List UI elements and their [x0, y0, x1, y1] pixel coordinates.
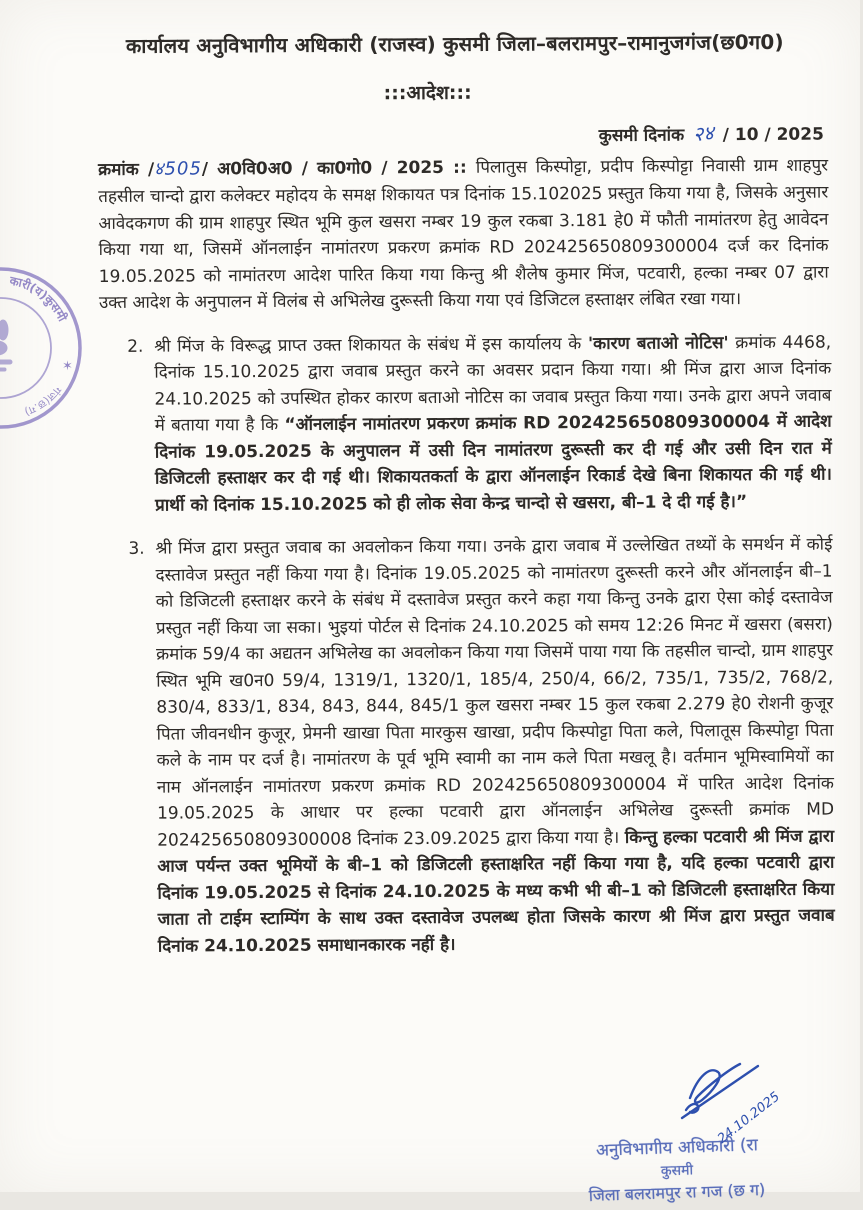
text-run: क्रमांक 4468, दिनांक 15.10.2025 द्वारा जवाब प्रस्तुत करने का अवसर प्रदान किया गया। श्री मिंज द्वारा आज दिनांक 24.10.2025 को उपस्थित होकर कारण बताओ नोटिस का जवाब प्रस्तुत किया गया। उनके द्वारा अपने जवाब में बताया गया है कि: [154, 332, 832, 436]
paragraph-3: [128, 532, 835, 961]
seal-ring-text-bottom: गंज(छ.ग): [22, 383, 65, 419]
paragraph-2: [127, 329, 832, 519]
paragraph-2-number: 2.: [127, 336, 144, 357]
officer-stamp-designation: अनुविभागीय अधिकारी (रा: [595, 1135, 759, 1161]
bold-text-run: 'कारण बताओ नोटिस': [587, 332, 729, 354]
dateline: [0, 119, 824, 151]
paragraph-2-text: [154, 329, 832, 519]
paragraph-1: [98, 152, 829, 317]
bold-text-run: क्रमांक /: [98, 159, 155, 181]
bold-text-run: “ऑनलाईन नामांतरण प्रकरण क्रमांक RD 202425650809300004 में आदेश दिनांक 19.05.2025 के अनुपालन में उसी दिन नामांतरण दुरूस्ती कर दी गई और उसी दिन रात में डिजिटली हस्ताक्षर कर दी गई थी। शिकायतकर्ता के द्वारा ऑनलाईन रिकार्ड देखे बिना शिकायत की गई थी। प्रार्थी को दिनांक 15.10.2025 को ही लोक सेवा केन्द्र चान्दो से खसरा, बी–1 दे दी गई है।”: [154, 411, 833, 516]
signature-handwritten-date: 24.10.2025: [714, 1089, 783, 1147]
officer-stamp-district: जिला बलरामपुर रा गज (छ ग): [588, 1179, 766, 1206]
dateline-printed-rest: / 10 / 2025: [722, 124, 824, 146]
text-run: पिलातुस किस्पोट्टा, प्रदीप किस्पोट्टा निवासी ग्राम शाहपुर तहसील चान्दो द्वारा कलेक्टर महोदय के समक्ष शिकायत पत्र दिनांक 15.102025 प्रस्तुत किया गया है, जिसके अनुसार आवेदकगण की ग्राम शाहपुर स्थित भूमि कुल खसरा नम्बर 19 कुल रकबा 3.181 हे0 में फौती नामांतरण हेतु आवेदन किया गया था, जिसमें ऑनलाईन नामांतरण प्रकरण क्रमांक RD 202425650809300004 दर्ज कर दिनांक 19.05.2025 को नामांतरण आदेश पारित किया गया किन्तु श्री शैलेष कुमार मिंज, पटवारी, हल्का नम्बर 07 द्वारा उक्त आदेश के अनुपालन में विलंब से अभिलेख दुरूस्ती किया गया एवं डिजिटल हस्ताक्षर लंबित रखा गया।: [98, 155, 829, 314]
text-run: श्री मिंज द्वारा प्रस्तुत जवाब का अवलोकन किया गया। उनके द्वारा जवाब में उल्लेखित तथ्यों के समर्थन में कोई दस्तावेज प्रस्तुत नहीं किया गया है। दिनांक 19.05.2025 को नामांतरण दुरूस्ती करने और ऑनलाईन बी–1 को डिजिटली हस्ताक्षर करने के संबंध में दस्तावेज प्रस्तुत करने कहा गया किन्तु उनके द्वारा ऐसा कोई दस्तावेज प्रस्तुत नहीं किया जा सका। भुइयां पोर्टल से दिनांक 24.10.2025 को समय 12:26 मिनट में खसरा (बसरा) क्रमांक 59/4 का अद्यतन अभिलेख का अवलोकन किया गया जिसमें पाया गया कि तहसील चान्दो, ग्राम शाहपुर स्थित भूमि ख0न0 59/4, 1319/1, 1320/1, 185/4, 250/4, 66/2, 735/1, 735/2, 768/2, 830/4, 833/1, 834, 843, 844, 845/1 कुल खसरा नम्बर 15 कुल रकबा 2.279 हे0 रोशनी कुजूर पिता जीवनधीन कुजूर, प्रेमनी खाखा पिता मारकुस खाखा, प्रदीप किस्पोट्टा पिता कले, पिलातूस किस्पोट्टा पिता कले के नाम पर दर्ज है। नामांतरण के पूर्व भूमि स्वामी का नाम कले पिता मखलू है। वर्तमान भूमिस्वामियों का नाम ऑनलाईन नामांतरण प्रकरण क्रमांक RD 202425650809300004 में पारित आदेश दिनांक 19.05.2025 के आधार पर हल्का पटवारी द्वारा ऑनलाईन अभिलेख दुरूस्ती क्रमांक MD 202425650809300008 दिनांक 23.09.2025 द्वारा किया गया है।: [155, 534, 835, 851]
paragraph-3-text: [155, 532, 835, 960]
office-title: कार्यालय अनुविभागीय अधिकारी (राजस्व) कुसमी जिला–बलरामपुर–रामानुजगंज(छ0ग0): [125, 29, 784, 58]
order-heading: :::आदेश:::: [383, 81, 472, 105]
handwritten-entry: ४505: [154, 158, 202, 180]
paragraph-3-number: 3.: [128, 539, 145, 560]
seal-star-icon: ✶: [62, 359, 73, 374]
handwritten-day-entry: २४: [692, 120, 715, 147]
officer-stamp-place: कुसमी: [660, 1162, 694, 1180]
bold-text-run: / अ0वि0अ0 / का0गो0 / 2025 ::: [201, 157, 476, 180]
dateline-place-label: कुसमी दिनांक: [598, 125, 685, 146]
text-run: श्री मिंज के विरूद्ध प्राप्त उक्त शिकायत के संबंध में इस कार्यालय के: [154, 333, 588, 357]
bold-text-run: किन्तु हल्का पटवारी श्री मिंज द्वारा आज पर्यन्त उक्त भूमियों के बी–1 को डिजिटली हस्ताक्षरित नहीं किया गया है, यदि हल्का पटवारी द्वारा दिनांक 19.05.2025 से दिनांक 24.10.2025 के मध्य कभी भी बी–1 को डिजिटली हस्ताक्षरित किया जाता तो टाईम स्टाम्पिंग के साथ उक्त दस्तावेज उपलब्ध होता जिसके कारण श्री मिंज द्वारा प्रस्तुत जवाब दिनांक 24.10.2025 समाधानकारक नहीं है।: [157, 826, 835, 957]
seal-ring-text-top: कारी(य)कुसमी: [8, 273, 70, 324]
signature-block: [512, 1058, 842, 1204]
